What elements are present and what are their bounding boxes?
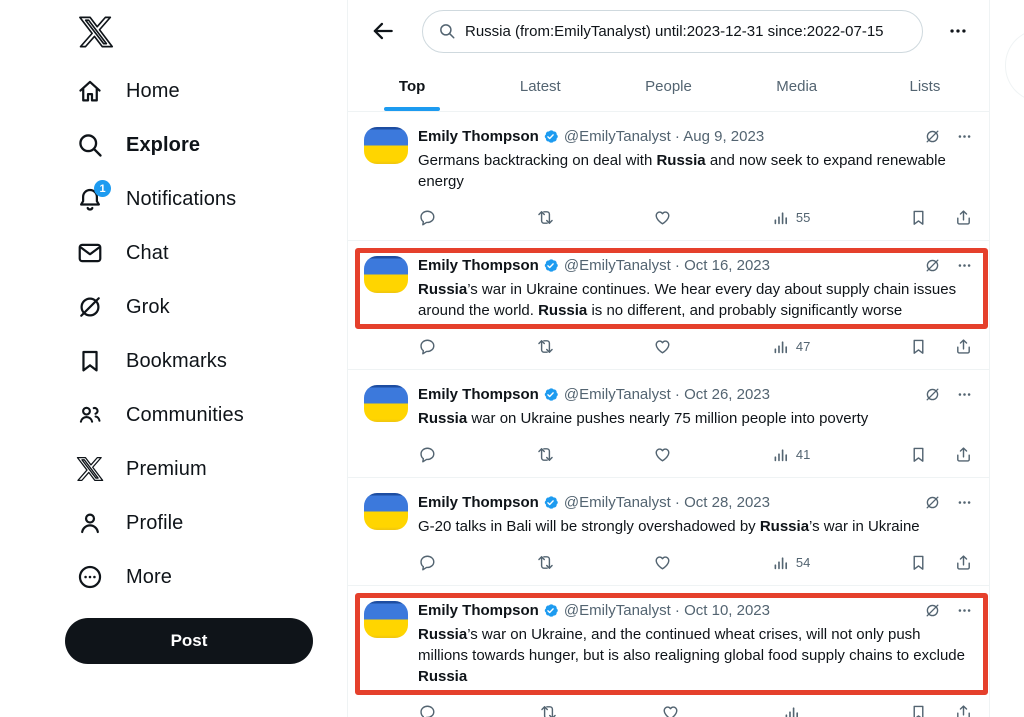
sidebar-item-label: Home [126,79,180,102]
repost-button[interactable] [536,337,555,356]
sidebar-item-label: Premium [126,457,207,480]
repost-button[interactable] [536,208,555,227]
tweet[interactable] [348,586,989,717]
tab-label: People [645,78,692,95]
tweet-actions [418,206,973,228]
author-name[interactable]: Emily Thompson [418,601,539,619]
search-icon [438,22,456,40]
more-options-icon[interactable] [947,20,969,42]
more-circle-icon [76,563,104,591]
tweet-text: Russia’s war on Ukraine, and the continued wheat crises, will not only push millions towards hunger, but is also realigning global food supply chains to exclude Russia [418,626,965,685]
share-button[interactable] [954,337,973,356]
notification-badge: 1 [94,180,111,197]
tweet-text: G-20 talks in Bali will be strongly overshadowed by Russia’s war in Ukraine [418,518,920,535]
like-button[interactable] [653,445,672,464]
tab-media[interactable] [733,62,861,111]
tweet-text: Russia’s war in Ukraine continues. We hear every day about supply chain issues around the world. Russia is no different, and probably significantly worse [418,281,957,319]
tweet-more-icon[interactable] [956,128,973,145]
left-sidebar [0,0,347,717]
sidebar-item-label: Profile [126,511,184,534]
sidebar-item-grok[interactable] [76,280,347,334]
sidebar-item-label: Bookmarks [126,349,227,372]
search-input[interactable] [422,10,923,53]
avatar[interactable] [364,493,408,530]
grok-actions-icon[interactable] [924,128,941,145]
views-count: 54 [795,554,811,570]
reply-button[interactable] [418,208,437,227]
like-button[interactable] [653,553,672,572]
verified-badge-icon [542,386,559,403]
views-button[interactable] [771,337,810,356]
tweet-list [348,112,989,717]
tweet-actions [418,443,973,465]
tweet[interactable] [348,478,989,586]
tab-label: Top [398,78,426,95]
sidebar-item-communities[interactable] [76,388,347,442]
sidebar-item-more[interactable] [76,550,347,604]
views-button[interactable] [771,553,810,572]
author-name[interactable]: Emily Thompson [418,256,539,274]
tweet-text: Russia war on Ukraine pushes nearly 75 million people into poverty [418,410,869,427]
share-button[interactable] [954,445,973,464]
sidebar-item-bookmarks[interactable] [76,334,347,388]
sidebar-item-premium[interactable] [76,442,347,496]
reply-button[interactable] [418,337,437,356]
sidebar-item-explore[interactable] [76,118,347,172]
right-rail-search-edge [1005,29,1024,102]
tweet-more-icon[interactable] [956,494,973,511]
tweet[interactable] [348,112,989,241]
sidebar-nav [76,64,347,604]
sidebar-item-profile[interactable] [76,496,347,550]
handle-and-date[interactable]: @EmilyTanalyst · Oct 28, 2023 [563,493,770,511]
search-query-text: Russia (from:EmilyTanalyst) until:2023-12-31 since:2022-07-15 [465,22,884,40]
reply-button[interactable] [418,703,437,717]
envelope-icon [76,239,104,267]
share-button[interactable] [954,208,973,227]
views-count: 41 [795,446,811,462]
views-button[interactable] [782,703,807,717]
like-button[interactable] [653,208,672,227]
tab-people[interactable] [604,62,732,111]
avatar[interactable] [364,601,408,638]
handle-and-date[interactable]: @EmilyTanalyst · Oct 16, 2023 [563,256,770,274]
back-arrow-icon[interactable] [370,18,396,44]
verified-badge-icon [542,602,559,619]
post-button[interactable]: Post [65,618,313,664]
repost-button[interactable] [539,703,558,717]
repost-button[interactable] [536,445,555,464]
sidebar-item-label: Notifications [126,187,237,210]
communities-icon [76,401,104,429]
tweet-actions [418,335,973,357]
verified-badge-icon [542,128,559,145]
tweet-more-icon[interactable] [956,386,973,403]
author-name[interactable]: Emily Thompson [418,127,539,145]
bookmark-button[interactable] [909,445,928,464]
sidebar-item-label: Chat [126,241,169,264]
x-logo-icon[interactable] [78,14,114,50]
search-header [348,0,989,62]
views-button[interactable] [771,208,810,227]
views-button[interactable] [771,445,810,464]
home-icon [76,77,104,105]
reply-button[interactable] [418,553,437,572]
grok-actions-icon[interactable] [924,602,941,619]
reply-button[interactable] [418,445,437,464]
author-name[interactable]: Emily Thompson [418,493,539,511]
tweet[interactable] [348,370,989,478]
grok-actions-icon[interactable] [924,494,941,511]
tab-label: Media [776,78,818,95]
avatar[interactable] [364,256,408,293]
tweet-more-icon[interactable] [956,257,973,274]
main-column [347,0,990,717]
author-name[interactable]: Emily Thompson [418,385,539,403]
sidebar-item-notifications[interactable] [76,172,347,226]
tab-lists[interactable] [861,62,989,111]
verified-badge-icon [542,494,559,511]
search-icon [76,131,104,159]
tab-latest[interactable] [476,62,604,111]
handle-and-date[interactable]: @EmilyTanalyst · Oct 10, 2023 [563,601,770,619]
sidebar-item-label: Explore [126,133,201,156]
person-icon [76,509,104,537]
tweet-text: Germans backtracking on deal with Russia and now seek to expand renewable energy [418,152,946,190]
views-count: 55 [795,209,811,225]
verified-badge-icon [542,257,559,274]
like-button[interactable] [653,337,672,356]
bookmark-button[interactable] [909,337,928,356]
tweet-actions [418,551,973,573]
tab-label: Latest [519,78,561,95]
sidebar-item-home[interactable] [76,64,347,118]
search-result-tabs [348,62,989,112]
handle-and-date[interactable]: @EmilyTanalyst · Oct 26, 2023 [563,385,770,403]
tweet-actions [418,701,973,717]
sidebar-item-chat[interactable] [76,226,347,280]
avatar[interactable] [364,385,408,422]
tweet[interactable] [348,241,989,370]
sidebar-item-label: More [126,565,172,588]
x-icon [76,455,104,483]
views-count: 47 [795,338,811,354]
grok-icon [76,293,104,321]
sidebar-item-label: Grok [126,295,170,318]
sidebar-item-label: Communities [126,403,244,426]
avatar[interactable] [364,127,408,164]
like-button[interactable] [661,703,680,717]
bookmark-icon [76,347,104,375]
share-button[interactable] [954,703,973,717]
tab-top[interactable] [348,62,476,111]
bookmark-button[interactable] [909,703,928,717]
repost-button[interactable] [536,553,555,572]
bookmark-button[interactable] [909,208,928,227]
tweet-more-icon[interactable] [956,602,973,619]
bookmark-button[interactable] [909,553,928,572]
grok-actions-icon[interactable] [924,386,941,403]
share-button[interactable] [954,553,973,572]
grok-actions-icon[interactable] [924,257,941,274]
tab-label: Lists [909,78,941,95]
bell-icon [76,182,106,213]
handle-and-date[interactable]: @EmilyTanalyst · Aug 9, 2023 [563,127,765,145]
